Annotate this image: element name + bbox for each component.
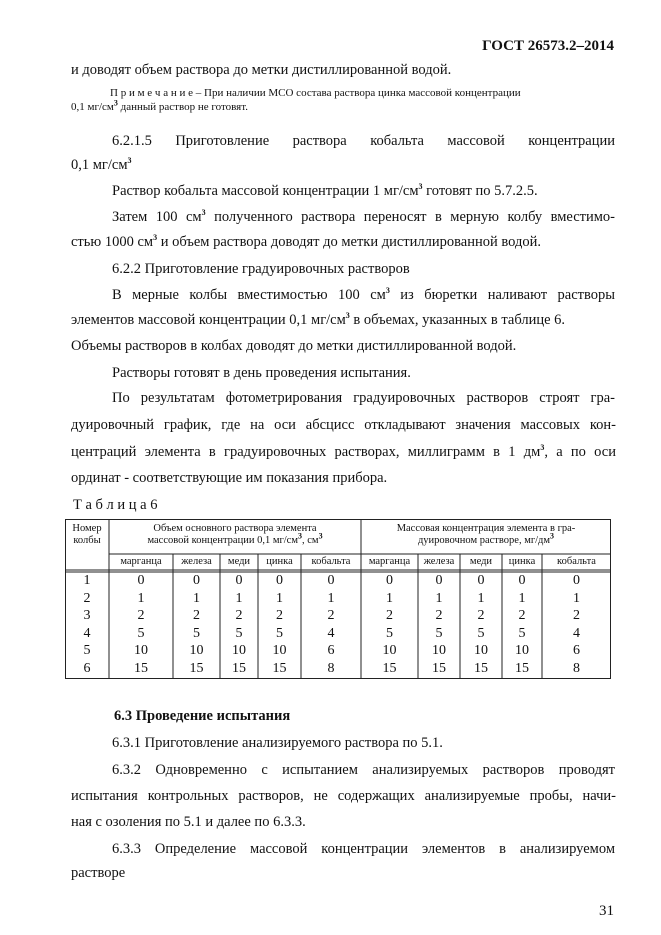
paragraph-line: растворе xyxy=(71,865,126,881)
paragraph-line: Объемы растворов в колбах доводят до метки дистиллированной водой. xyxy=(71,338,517,354)
table-cell: 5 xyxy=(235,625,243,641)
note-line-1: П р и м е ч а н и е – При наличии МСО состава раствора цинка массовой концентрации xyxy=(110,87,521,99)
table-cell: 5 xyxy=(435,625,443,641)
section-6215-title-cont xyxy=(71,156,616,174)
flask-number-cell: 1 xyxy=(83,573,91,588)
table-cell: 0 xyxy=(235,573,243,588)
table-cell: 0 xyxy=(386,573,393,588)
table-cell: 10 xyxy=(272,643,287,658)
subhead: кобальта xyxy=(311,556,351,567)
subhead: меди xyxy=(227,556,251,567)
paragraph-line: испытания контрольных растворов, не содержащих анализируемые пробы, начи- xyxy=(71,788,616,804)
table-cell: 2 xyxy=(573,608,580,623)
table-cell: 2 xyxy=(477,608,485,623)
note-text: 0,1 мг/см xyxy=(71,101,114,113)
table-cell: 10 xyxy=(134,643,148,658)
table-cell: 0 xyxy=(137,573,145,588)
text: В мерные колбы вместимостью 100 см xyxy=(112,287,386,303)
table-cell: 2 xyxy=(137,608,145,623)
document-header: ГОСТ 26573.2–2014 xyxy=(482,38,614,54)
header-text xyxy=(109,531,361,547)
table-cell: 5 xyxy=(386,625,393,641)
superscript: 3 xyxy=(345,311,350,321)
text: и объем раствора доводят до метки дистиллированной водой. xyxy=(157,234,541,250)
superscript: 3 xyxy=(550,531,555,541)
group-head-concentration xyxy=(361,523,611,547)
col-head-flask xyxy=(65,523,109,547)
header-text xyxy=(361,531,611,547)
superscript: 3 xyxy=(318,531,323,541)
paragraph-line: Растворы готовят в день проведения испытания. xyxy=(112,365,411,381)
table-cell: 5 xyxy=(518,625,526,641)
flask-number-cell: 5 xyxy=(83,643,91,658)
table-cell: 10 xyxy=(432,643,446,658)
header-text: Массовая концентрация элемента в гра- xyxy=(396,523,576,534)
table-cell: 0 xyxy=(573,573,580,588)
table-cell: 1 xyxy=(235,590,243,606)
table-cell: 10 xyxy=(515,643,529,658)
table-cell: 1 xyxy=(193,590,200,606)
table-caption: Т а б л и ц а 6 xyxy=(73,497,158,513)
table-cell: 0 xyxy=(327,573,335,588)
paragraph-line: По результатам фотометрирования градуировочных растворов строят гра- xyxy=(112,390,615,406)
subhead: железа xyxy=(423,556,455,567)
table-cell: 0 xyxy=(518,573,526,588)
table-cell: 0 xyxy=(193,573,200,588)
paragraph-line xyxy=(112,286,615,304)
text: элементов массовой концентрации 0,1 мг/см xyxy=(71,312,346,328)
group-head-volume xyxy=(109,523,361,547)
table-cell: 1 xyxy=(435,590,443,606)
text: 0,1 мг/см xyxy=(71,157,128,173)
subhead: цинка xyxy=(508,556,536,567)
paragraph-line xyxy=(71,443,616,461)
text: полученного раствора переносят в мерную колбу вместимо- xyxy=(205,209,615,225)
subhead: меди xyxy=(469,556,493,567)
table-cell: 5 xyxy=(137,625,145,641)
table-cell: 10 xyxy=(474,643,488,658)
paragraph-line: 6.3.3 Определение массовой концентрации элементов в анализируемом xyxy=(112,841,615,857)
table-cell: 1 xyxy=(137,590,145,606)
paragraph-line xyxy=(112,208,615,226)
section-6215-title: 6.2.1.5 Приготовление раствора кобальта массовой концентрации xyxy=(112,133,615,149)
flask-number-cell: 3 xyxy=(83,608,91,623)
page-number: 31 xyxy=(599,903,614,919)
subhead: кобальта xyxy=(557,556,596,567)
text: из бюретки наливают растворы xyxy=(389,287,615,303)
table-cell: 15 xyxy=(134,660,148,676)
table-6 xyxy=(65,519,611,679)
subhead: марганца xyxy=(368,556,411,567)
table-cell: 0 xyxy=(435,573,443,588)
table-cell: 15 xyxy=(272,660,287,676)
header-text: колбы xyxy=(73,535,101,546)
table-cell: 4 xyxy=(573,625,580,641)
table-cell: 2 xyxy=(435,608,443,623)
paragraph-line xyxy=(71,233,616,251)
superscript: 3 xyxy=(540,443,545,453)
text: , а по оси xyxy=(544,444,616,460)
table-cell: 0 xyxy=(477,573,485,588)
table-cell: 1 xyxy=(477,590,485,606)
text: в объемах, указанных в таблице 6. xyxy=(349,312,566,328)
table-cell: 1 xyxy=(573,590,580,606)
table-cell: 8 xyxy=(327,660,335,676)
superscript: 3 xyxy=(153,233,158,243)
superscript: 3 xyxy=(385,286,390,296)
note-line-2 xyxy=(71,100,616,115)
table-cell: 15 xyxy=(432,660,446,676)
table-cell: 6 xyxy=(327,643,335,658)
section-622-title: 6.2.2 Приготовление градуировочных растворов xyxy=(112,261,410,277)
text: Раствор кобальта массовой концентрации 1 мг/см xyxy=(112,183,419,199)
text: стью 1000 см xyxy=(71,234,154,250)
text: центраций элемента в градуировочных растворах, миллиграмм в 1 дм xyxy=(71,444,541,460)
flask-number-cell: 4 xyxy=(83,625,91,641)
table-cell: 1 xyxy=(276,590,283,606)
note-text: данный раствор не готовят. xyxy=(117,101,248,113)
superscript: 3 xyxy=(201,208,206,218)
table-cell: 0 xyxy=(276,573,283,588)
paragraph-line: ная с озоления по 5.1 и далее по 6.3.3. xyxy=(71,814,306,830)
text: Затем 100 см xyxy=(112,209,202,225)
table-cell: 1 xyxy=(518,590,526,606)
flask-number-cell: 2 xyxy=(83,590,91,606)
text: готовят по 5.7.2.5. xyxy=(422,183,538,199)
table-cell: 1 xyxy=(327,590,335,606)
table-cell: 2 xyxy=(193,608,200,623)
table-cell: 8 xyxy=(573,660,580,676)
header-text: Объем основного раствора элемента xyxy=(153,523,317,534)
superscript: 3 xyxy=(113,98,118,108)
table-cell: 10 xyxy=(189,643,204,658)
paragraph-line: 6.3.2 Одновременно с испытанием анализируемых растворов проводят xyxy=(112,762,615,778)
table-cell: 15 xyxy=(474,660,488,676)
subhead: железа xyxy=(181,556,212,567)
table-cell: 2 xyxy=(276,608,283,623)
header-text: Номер xyxy=(72,523,102,534)
table-cell: 10 xyxy=(232,643,246,658)
text: , см xyxy=(302,535,319,546)
section-63-title: 6.3 Проведение испытания xyxy=(114,708,291,724)
table-cell: 4 xyxy=(327,625,335,641)
table-cell: 5 xyxy=(193,625,200,641)
table-cell: 5 xyxy=(477,625,485,641)
text: массовой концентрации 0,1 мг/см xyxy=(147,535,298,546)
table-cell: 15 xyxy=(232,660,246,676)
paragraph-line xyxy=(112,182,657,200)
table-cell: 2 xyxy=(235,608,243,623)
paragraph-line: и доводят объем раствора до метки дистиллированной водой. xyxy=(71,62,452,78)
table-cell: 2 xyxy=(518,608,526,623)
paragraph-line: дуировочный график, где на оси абсцисс откладывают значения массовых кон- xyxy=(71,417,616,433)
table-cell: 2 xyxy=(386,608,393,623)
superscript: 3 xyxy=(127,156,132,166)
paragraph-line: ординат - соответствующие им показания прибора. xyxy=(71,470,388,486)
paragraph-line xyxy=(71,311,616,329)
superscript: 3 xyxy=(418,182,423,192)
superscript: 3 xyxy=(298,531,302,541)
table-cell: 1 xyxy=(386,590,393,606)
flask-number-cell: 6 xyxy=(83,660,91,676)
table-cell: 2 xyxy=(327,608,335,623)
table-cell: 5 xyxy=(276,625,283,641)
table-cell: 10 xyxy=(382,643,397,658)
note xyxy=(110,86,615,101)
text: дуировочном растворе, мг/дм xyxy=(417,535,551,546)
subhead: марганца xyxy=(120,556,162,567)
subhead: цинка xyxy=(266,556,293,567)
table-cell: 15 xyxy=(515,660,529,676)
table-cell: 6 xyxy=(573,643,580,658)
table-cell: 15 xyxy=(382,660,397,676)
paragraph-line: 6.3.1 Приготовление анализируемого раствора по 5.1. xyxy=(112,735,443,751)
table-cell: 15 xyxy=(189,660,204,676)
